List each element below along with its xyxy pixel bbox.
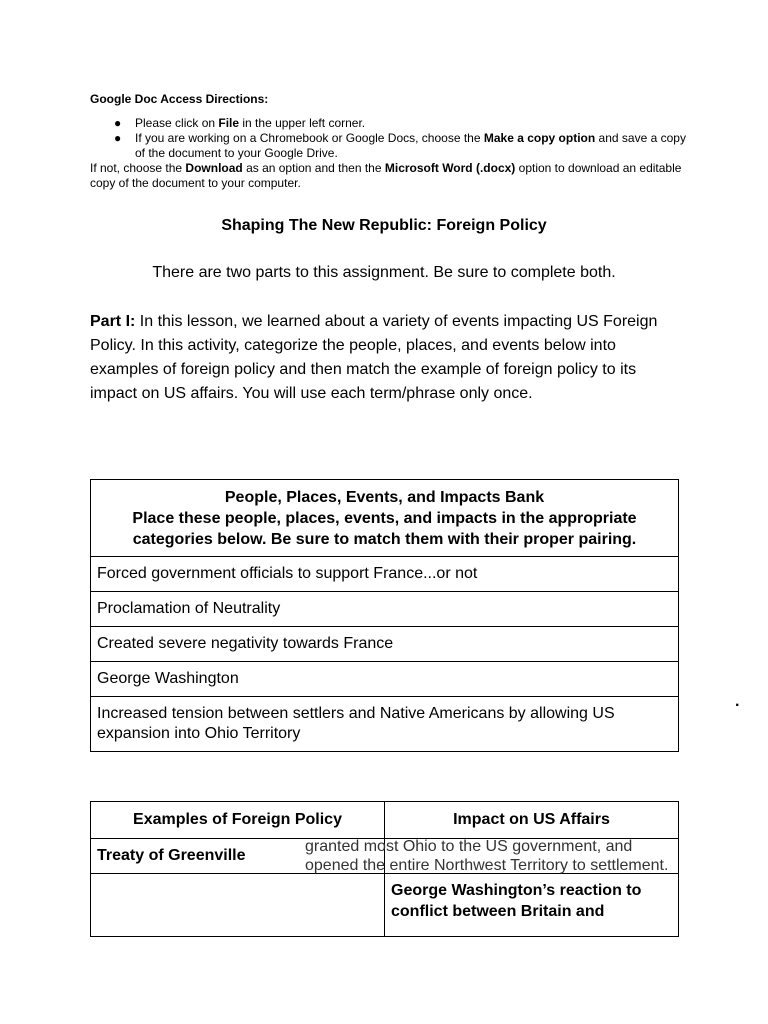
download-keyword: Download <box>185 161 243 175</box>
directions-heading: Google Doc Access Directions: <box>90 92 269 106</box>
policy-cell-example[interactable]: Treaty of Greenville <box>91 839 385 874</box>
bullet-icon: ● <box>114 131 122 145</box>
bank-item: Increased tension between settlers and Native Americans by allowing US expansion into Ohio Territory <box>91 697 679 752</box>
part1-instructions <box>90 310 670 406</box>
access-directions <box>90 92 690 191</box>
bank-item: Created severe negativity towards France <box>91 627 679 662</box>
foreign-policy-table <box>90 801 679 937</box>
impact-text: granted most Ohio to the US government, and opened the entire Northwest Territory to settlement. <box>305 838 669 874</box>
impacts-bank-table <box>90 479 679 752</box>
assignment-intro: There are two parts to this assignment. Be sure to complete both. <box>152 264 616 281</box>
col-header-examples: Examples of Foreign Policy <box>91 802 385 839</box>
policy-cell-example-empty[interactable] <box>91 874 385 937</box>
directions-list <box>90 116 690 161</box>
bullet-icon: ● <box>114 116 122 130</box>
directions-item-copy: ● If you are working on a Chromebook or Google Docs, choose the Make a copy option and save a copy of the document to your Google Drive. <box>114 131 686 160</box>
make-copy-keyword: Make a copy option <box>483 131 596 145</box>
directions-download-note: If not, choose the Download as an option and then the Microsoft Word (.docx) option to download an editable copy of the document to your computer. <box>90 161 682 190</box>
file-keyword: File <box>218 116 240 130</box>
policy-cell-impact[interactable] <box>305 838 679 874</box>
stray-mark: . <box>735 693 740 710</box>
bank-item: George Washington <box>91 662 679 697</box>
bank-header: People, Places, Events, and Impacts Bank Place these people, places, events, and impacts in the appropriate categories below. Be sure to match them with their proper pairing. <box>91 480 679 557</box>
bank-item: Forced government officials to support France...or not <box>91 557 679 592</box>
directions-item-file: ● Please click on File in the upper left corner. <box>114 116 366 130</box>
docx-keyword: Microsoft Word (.docx) <box>384 161 516 175</box>
part1-text: In this lesson, we learned about a variety of events impacting US Foreign Policy. In this activity, categorize the people, places, and events below into examples of foreign policy and then match the example of foreign policy to its impact on US affairs. You will use each term/phrase only once. <box>90 313 658 402</box>
part1-label: Part I: <box>90 313 136 330</box>
bank-item: Proclamation of Neutrality <box>91 592 679 627</box>
assignment-title: Shaping The New Republic: Foreign Policy <box>221 217 547 234</box>
col-header-impact: Impact on US Affairs <box>385 802 679 839</box>
policy-cell-impact[interactable]: George Washington’s reaction to conflict between Britain and <box>385 874 679 937</box>
